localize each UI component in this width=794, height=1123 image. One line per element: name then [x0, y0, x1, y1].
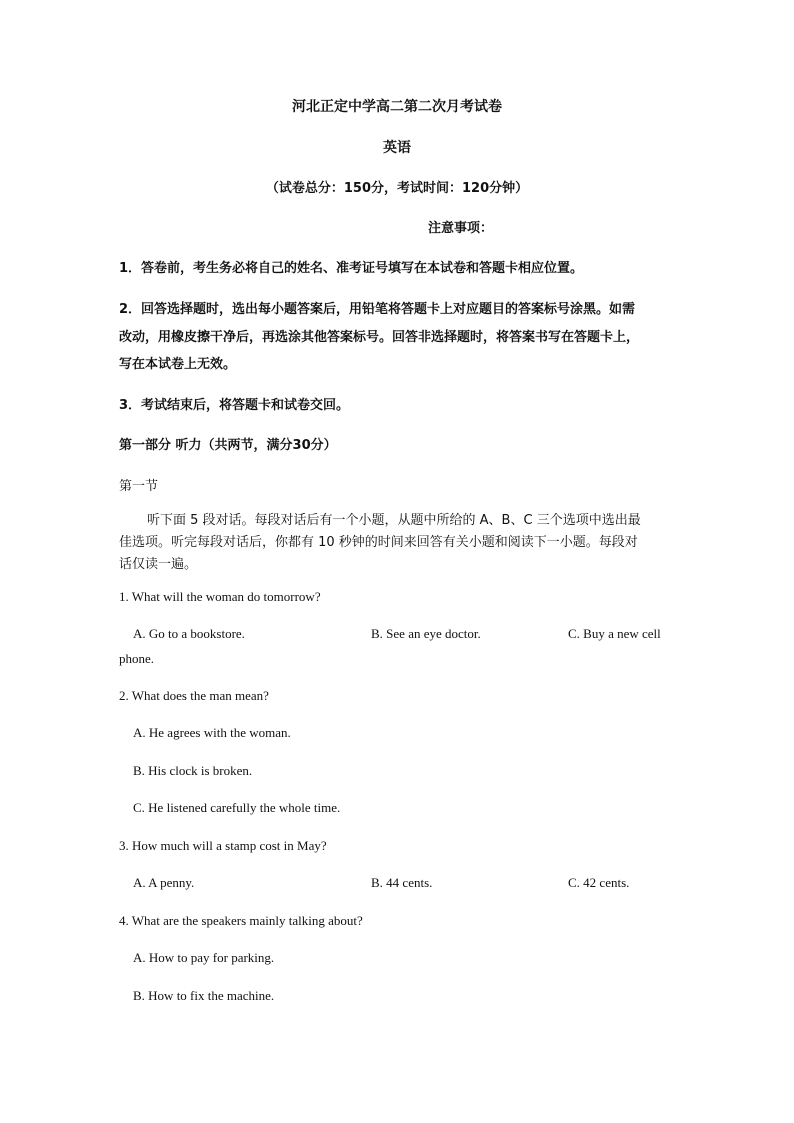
question-4-option-b: B. How to fix the machine. [133, 988, 275, 1003]
question-1-option-c: C. Buy a new cell [568, 626, 661, 641]
question-1-stem: 1. What will the woman do tomorrow? [119, 589, 321, 604]
question-2-stem: 2. What does the man mean? [119, 688, 269, 703]
instructions-line-1: 听下面 5 段对话。每段对话后有一个小题，从题中所给的 A、B、C 三个选项中选出最 [147, 513, 641, 528]
subject-title: 英语 [383, 140, 411, 156]
question-4-option-a: A. How to pay for parking. [133, 950, 275, 965]
question-4-stem: 4. What are the speakers mainly talking about? [119, 913, 363, 928]
notice-title: 注意事项： [428, 221, 494, 236]
notice-1: 1．答卷前，考生务必将自己的姓名、准考证号填写在本试卷和答题卡相应位置。 [119, 261, 584, 276]
question-3-option-c: C. 42 cents. [568, 875, 630, 890]
score-time-info: （试卷总分：150分，考试时间：120分钟） [265, 181, 529, 196]
question-2-option-b: B. His clock is broken. [133, 763, 253, 778]
question-3-stem: 3. How much will a stamp cost in May? [119, 838, 327, 853]
question-2-option-a: A. He agrees with the woman. [133, 725, 291, 740]
instructions-line-2: 佳选项。听完每段对话后，你都有 10 秒钟的时间来回答有关小题和阅读下一小题。每段对 [119, 535, 638, 550]
question-3-option-b: B. 44 cents. [371, 875, 433, 890]
question-3-option-a: A. A penny. [133, 875, 195, 890]
question-1-option-c-cont: phone. [119, 651, 155, 666]
section-1-title: 第一节 [119, 479, 159, 494]
notice-2-line-2: 改动，用橡皮擦干净后，再选涂其他答案标号。回答非选择题时，将答案书写在答题卡上， [119, 330, 640, 345]
question-1-option-a: A. Go to a bookstore. [133, 626, 245, 641]
question-2-option-c: C. He listened carefully the whole time. [133, 800, 341, 815]
notice-2-line-3: 写在本试卷上无效。 [119, 357, 237, 372]
notice-3: 3．考试结束后，将答题卡和试卷交回。 [119, 398, 350, 413]
notice-2-line-1: 2．回答选择题时，选出每小题答案后，用铅笔将答题卡上对应题目的答案标号涂黑。如需 [119, 302, 636, 317]
exam-title: 河北正定中学高二第二次月考试卷 [292, 99, 502, 115]
question-1-option-b: B. See an eye doctor. [371, 626, 481, 641]
part-1-title: 第一部分 听力（共两节，满分30分） [119, 438, 337, 453]
instructions-line-3: 话仅读一遍。 [119, 557, 198, 572]
